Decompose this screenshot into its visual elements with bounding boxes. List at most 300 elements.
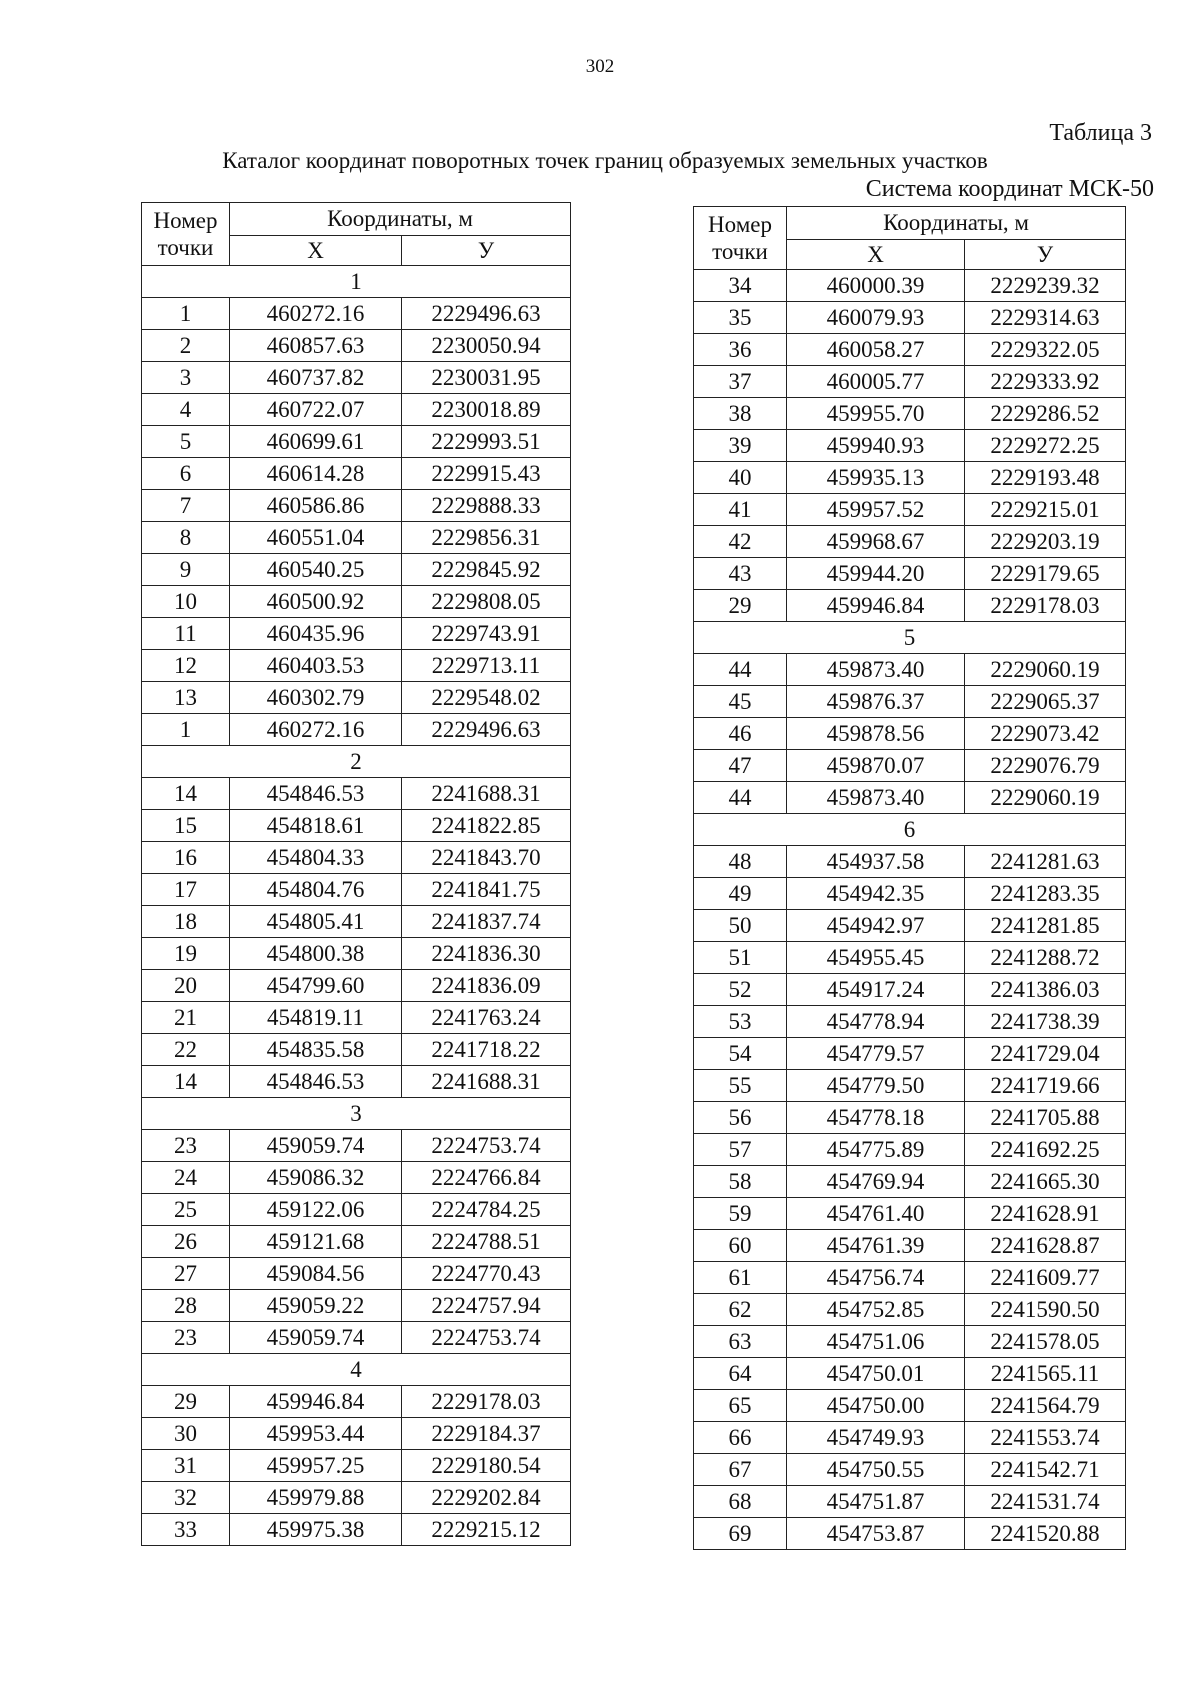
x-coordinate-cell: 460272.16	[230, 298, 402, 330]
y-coordinate-cell: 2229888.33	[402, 490, 571, 522]
table-row	[142, 1482, 571, 1514]
point-number-header-line1: Номер	[153, 208, 218, 233]
y-coordinate-cell: 2229179.65	[965, 558, 1126, 590]
y-coordinate-cell: 2229915.43	[402, 458, 571, 490]
x-coordinate-cell: 454835.58	[230, 1034, 402, 1066]
y-coordinate-cell: 2241705.88	[965, 1102, 1126, 1134]
table-row	[694, 366, 1126, 398]
point-number-cell: 20	[142, 970, 230, 1002]
y-coordinate-cell: 2229076.79	[965, 750, 1126, 782]
table-row	[694, 654, 1126, 686]
y-coordinate-cell: 2241628.87	[965, 1230, 1126, 1262]
y-coordinate-cell: 2229215.01	[965, 494, 1126, 526]
coordinates-header: Координаты, м	[787, 207, 1126, 240]
x-coordinate-cell: 454749.93	[787, 1422, 965, 1454]
table-row	[142, 1002, 571, 1034]
x-coordinate-cell: 454751.06	[787, 1326, 965, 1358]
x-coordinate-cell: 454804.76	[230, 874, 402, 906]
x-header: Х	[787, 240, 965, 270]
x-coordinate-cell: 459873.40	[787, 654, 965, 686]
x-coordinate-cell: 454799.60	[230, 970, 402, 1002]
x-coordinate-cell: 454778.94	[787, 1006, 965, 1038]
x-coordinate-cell: 460699.61	[230, 426, 402, 458]
y-coordinate-cell: 2224757.94	[402, 1290, 571, 1322]
point-number-cell: 37	[694, 366, 787, 398]
point-number-cell: 24	[142, 1162, 230, 1194]
table-row	[142, 842, 571, 874]
table-row	[694, 526, 1126, 558]
table-row	[694, 1230, 1126, 1262]
point-number-cell: 9	[142, 554, 230, 586]
table-row	[694, 270, 1126, 302]
y-coordinate-cell: 2241564.79	[965, 1390, 1126, 1422]
coordinates-header: Координаты, м	[230, 203, 571, 236]
coordinates-table-right	[693, 206, 1126, 1550]
y-coordinate-cell: 2241542.71	[965, 1454, 1126, 1486]
table-row	[142, 906, 571, 938]
table-row	[142, 522, 571, 554]
point-number-cell: 14	[142, 1066, 230, 1098]
x-coordinate-cell: 454750.00	[787, 1390, 965, 1422]
x-coordinate-cell: 459122.06	[230, 1194, 402, 1226]
point-number-cell: 21	[142, 1002, 230, 1034]
y-coordinate-cell: 2229713.11	[402, 650, 571, 682]
y-coordinate-cell: 2229496.63	[402, 298, 571, 330]
point-number-cell: 38	[694, 398, 787, 430]
x-coordinate-cell: 454804.33	[230, 842, 402, 874]
parcel-group-row	[142, 266, 571, 298]
y-coordinate-cell: 2241288.72	[965, 942, 1126, 974]
table-row	[142, 1066, 571, 1098]
y-coordinate-cell: 2229743.91	[402, 618, 571, 650]
y-coordinate-cell: 2241688.31	[402, 1066, 571, 1098]
y-coordinate-cell: 2224766.84	[402, 1162, 571, 1194]
table-row	[694, 462, 1126, 494]
x-coordinate-cell: 459059.22	[230, 1290, 402, 1322]
point-number-cell: 45	[694, 686, 787, 718]
x-coordinate-cell: 454942.97	[787, 910, 965, 942]
table-row	[142, 682, 571, 714]
x-coordinate-cell: 459975.38	[230, 1514, 402, 1546]
point-number-cell: 11	[142, 618, 230, 650]
table-row	[694, 494, 1126, 526]
table-row	[142, 1162, 571, 1194]
table-row	[694, 1070, 1126, 1102]
y-coordinate-cell: 2229060.19	[965, 782, 1126, 814]
x-coordinate-cell: 459059.74	[230, 1130, 402, 1162]
y-coordinate-cell: 2241283.35	[965, 878, 1126, 910]
x-coordinate-cell: 454819.11	[230, 1002, 402, 1034]
point-number-cell: 32	[142, 1482, 230, 1514]
y-coordinate-cell: 2241692.25	[965, 1134, 1126, 1166]
coordinates-table-left	[141, 202, 571, 1546]
table-row	[694, 1198, 1126, 1230]
point-number-header-line1: Номер	[708, 212, 772, 237]
y-coordinate-cell: 2224784.25	[402, 1194, 571, 1226]
x-coordinate-cell: 460737.82	[230, 362, 402, 394]
parcel-number: 1	[142, 266, 571, 298]
x-coordinate-cell: 459870.07	[787, 750, 965, 782]
point-number-cell: 13	[142, 682, 230, 714]
point-number-cell: 19	[142, 938, 230, 970]
table-row	[694, 1326, 1126, 1358]
y-coordinate-cell: 2229180.54	[402, 1450, 571, 1482]
x-coordinate-cell: 460005.77	[787, 366, 965, 398]
point-number-cell: 33	[142, 1514, 230, 1546]
table-row	[694, 910, 1126, 942]
table-row	[694, 1390, 1126, 1422]
table-row	[694, 878, 1126, 910]
table-row	[694, 590, 1126, 622]
point-number-cell: 57	[694, 1134, 787, 1166]
point-number-cell: 34	[694, 270, 787, 302]
point-number-cell: 25	[142, 1194, 230, 1226]
y-coordinate-cell: 2241837.74	[402, 906, 571, 938]
y-header: У	[965, 240, 1126, 270]
table-row	[694, 398, 1126, 430]
parcel-number: 6	[694, 814, 1126, 846]
parcel-number: 2	[142, 746, 571, 778]
point-number-cell: 31	[142, 1450, 230, 1482]
y-coordinate-cell: 2241836.30	[402, 938, 571, 970]
x-coordinate-cell: 460586.86	[230, 490, 402, 522]
x-coordinate-cell: 459059.74	[230, 1322, 402, 1354]
table-row	[694, 1134, 1126, 1166]
table-row	[694, 334, 1126, 366]
y-coordinate-cell: 2241843.70	[402, 842, 571, 874]
table-row	[142, 426, 571, 458]
x-coordinate-cell: 460435.96	[230, 618, 402, 650]
point-number-cell: 40	[694, 462, 787, 494]
table-row	[694, 750, 1126, 782]
point-number-cell: 59	[694, 1198, 787, 1230]
x-coordinate-cell: 454917.24	[787, 974, 965, 1006]
table-row	[142, 618, 571, 650]
point-number-header	[694, 207, 787, 270]
table-label: Таблица 3	[1049, 120, 1152, 146]
y-coordinate-cell: 2229178.03	[965, 590, 1126, 622]
parcel-group-row	[694, 814, 1126, 846]
table-row	[142, 938, 571, 970]
y-coordinate-cell: 2229993.51	[402, 426, 571, 458]
x-coordinate-cell: 454955.45	[787, 942, 965, 974]
table-row	[142, 394, 571, 426]
y-coordinate-cell: 2229856.31	[402, 522, 571, 554]
y-coordinate-cell: 2230050.94	[402, 330, 571, 362]
point-number-cell: 27	[142, 1258, 230, 1290]
point-number-cell: 1	[142, 298, 230, 330]
table-row	[694, 1294, 1126, 1326]
point-number-cell: 67	[694, 1454, 787, 1486]
y-coordinate-cell: 2229496.63	[402, 714, 571, 746]
point-number-cell: 6	[142, 458, 230, 490]
x-coordinate-cell: 460722.07	[230, 394, 402, 426]
table-row	[694, 782, 1126, 814]
y-coordinate-cell: 2241609.77	[965, 1262, 1126, 1294]
point-number-cell: 18	[142, 906, 230, 938]
x-coordinate-cell: 459086.32	[230, 1162, 402, 1194]
y-coordinate-cell: 2241628.91	[965, 1198, 1126, 1230]
x-coordinate-cell: 459957.52	[787, 494, 965, 526]
point-number-cell: 55	[694, 1070, 787, 1102]
table-row	[142, 874, 571, 906]
table-caption: Каталог координат поворотных точек границ образуемых земельных участков	[222, 148, 988, 173]
y-coordinate-cell: 2229322.05	[965, 334, 1126, 366]
point-number-cell: 1	[142, 714, 230, 746]
table-row	[694, 686, 1126, 718]
point-number-cell: 62	[694, 1294, 787, 1326]
x-coordinate-cell: 459957.25	[230, 1450, 402, 1482]
table-row	[142, 1418, 571, 1450]
table-row	[142, 1514, 571, 1546]
point-number-cell: 15	[142, 810, 230, 842]
x-coordinate-cell: 460302.79	[230, 682, 402, 714]
y-coordinate-cell: 2241665.30	[965, 1166, 1126, 1198]
point-number-cell: 44	[694, 782, 787, 814]
point-number-cell: 7	[142, 490, 230, 522]
point-number-cell: 50	[694, 910, 787, 942]
x-coordinate-cell: 454775.89	[787, 1134, 965, 1166]
x-coordinate-cell: 454805.41	[230, 906, 402, 938]
coordinate-system-label: Система координат МСК-50	[865, 176, 1154, 202]
y-coordinate-cell: 2241822.85	[402, 810, 571, 842]
x-coordinate-cell: 459953.44	[230, 1418, 402, 1450]
x-coordinate-cell: 454937.58	[787, 846, 965, 878]
point-number-cell: 16	[142, 842, 230, 874]
point-number-cell: 23	[142, 1322, 230, 1354]
point-number-cell: 65	[694, 1390, 787, 1422]
x-coordinate-cell: 459944.20	[787, 558, 965, 590]
point-number-cell: 10	[142, 586, 230, 618]
y-coordinate-cell: 2241738.39	[965, 1006, 1126, 1038]
table-row	[694, 302, 1126, 334]
table-row	[142, 1450, 571, 1482]
parcel-number: 5	[694, 622, 1126, 654]
table-row	[142, 586, 571, 618]
table-row	[694, 974, 1126, 1006]
point-number-cell: 61	[694, 1262, 787, 1294]
x-coordinate-cell: 460540.25	[230, 554, 402, 586]
y-coordinate-cell: 2241565.11	[965, 1358, 1126, 1390]
y-coordinate-cell: 2241281.85	[965, 910, 1126, 942]
x-coordinate-cell: 459084.56	[230, 1258, 402, 1290]
x-coordinate-cell: 459876.37	[787, 686, 965, 718]
point-number-cell: 17	[142, 874, 230, 906]
y-coordinate-cell: 2241281.63	[965, 846, 1126, 878]
y-coordinate-cell: 2229065.37	[965, 686, 1126, 718]
x-coordinate-cell: 459955.70	[787, 398, 965, 430]
x-coordinate-cell: 454750.01	[787, 1358, 965, 1390]
table-row	[694, 1038, 1126, 1070]
y-coordinate-cell: 2241531.74	[965, 1486, 1126, 1518]
x-coordinate-cell: 459979.88	[230, 1482, 402, 1514]
x-coordinate-cell: 460500.92	[230, 586, 402, 618]
table-row	[142, 1258, 571, 1290]
point-number-cell: 30	[142, 1418, 230, 1450]
y-coordinate-cell: 2229202.84	[402, 1482, 571, 1514]
table-row	[694, 1102, 1126, 1134]
point-number-cell: 63	[694, 1326, 787, 1358]
table-row	[694, 1518, 1126, 1550]
point-number-cell: 4	[142, 394, 230, 426]
table-row	[694, 942, 1126, 974]
parcel-group-row	[142, 1354, 571, 1386]
y-coordinate-cell: 2229239.32	[965, 270, 1126, 302]
y-coordinate-cell: 2241836.09	[402, 970, 571, 1002]
table-row	[142, 1322, 571, 1354]
y-coordinate-cell: 2224788.51	[402, 1226, 571, 1258]
y-coordinate-cell: 2229060.19	[965, 654, 1126, 686]
parcel-number: 4	[142, 1354, 571, 1386]
point-number-cell: 48	[694, 846, 787, 878]
x-coordinate-cell: 454779.57	[787, 1038, 965, 1070]
table-row	[142, 1194, 571, 1226]
x-coordinate-cell: 454753.87	[787, 1518, 965, 1550]
point-number-cell: 36	[694, 334, 787, 366]
x-coordinate-cell: 454751.87	[787, 1486, 965, 1518]
point-number-cell: 39	[694, 430, 787, 462]
y-coordinate-cell: 2229286.52	[965, 398, 1126, 430]
point-number-header-line2: точки	[712, 239, 768, 264]
y-coordinate-cell: 2229203.19	[965, 526, 1126, 558]
x-coordinate-cell: 454779.50	[787, 1070, 965, 1102]
table-row	[694, 1262, 1126, 1294]
point-number-cell: 51	[694, 942, 787, 974]
point-number-cell: 43	[694, 558, 787, 590]
x-coordinate-cell: 454756.74	[787, 1262, 965, 1294]
x-coordinate-cell: 454942.35	[787, 878, 965, 910]
y-coordinate-cell: 2241763.24	[402, 1002, 571, 1034]
point-number-cell: 26	[142, 1226, 230, 1258]
table-row	[142, 970, 571, 1002]
x-coordinate-cell: 454800.38	[230, 938, 402, 970]
y-coordinate-cell: 2241688.31	[402, 778, 571, 810]
y-coordinate-cell: 2241386.03	[965, 974, 1126, 1006]
x-coordinate-cell: 459873.40	[787, 782, 965, 814]
table-row	[694, 1358, 1126, 1390]
table-row	[142, 1290, 571, 1322]
x-coordinate-cell: 454818.61	[230, 810, 402, 842]
point-number-cell: 66	[694, 1422, 787, 1454]
x-coordinate-cell: 459935.13	[787, 462, 965, 494]
table-row	[142, 778, 571, 810]
point-number-cell: 14	[142, 778, 230, 810]
y-coordinate-cell: 2229193.48	[965, 462, 1126, 494]
table-row	[142, 362, 571, 394]
table-row	[694, 1454, 1126, 1486]
y-coordinate-cell: 2241719.66	[965, 1070, 1126, 1102]
x-coordinate-cell: 459940.93	[787, 430, 965, 462]
parcel-group-row	[142, 746, 571, 778]
point-number-cell: 47	[694, 750, 787, 782]
point-number-cell: 42	[694, 526, 787, 558]
point-number-cell: 60	[694, 1230, 787, 1262]
y-coordinate-cell: 2241578.05	[965, 1326, 1126, 1358]
point-number-cell: 56	[694, 1102, 787, 1134]
x-coordinate-cell: 454761.39	[787, 1230, 965, 1262]
point-number-cell: 49	[694, 878, 787, 910]
point-number-cell: 22	[142, 1034, 230, 1066]
point-number-cell: 29	[142, 1386, 230, 1418]
x-coordinate-cell: 460857.63	[230, 330, 402, 362]
point-number-cell: 53	[694, 1006, 787, 1038]
point-number-cell: 52	[694, 974, 787, 1006]
y-coordinate-cell: 2229184.37	[402, 1418, 571, 1450]
table-row	[142, 1226, 571, 1258]
y-coordinate-cell: 2241841.75	[402, 874, 571, 906]
table-row	[694, 718, 1126, 750]
y-coordinate-cell: 2224770.43	[402, 1258, 571, 1290]
x-coordinate-cell: 454761.40	[787, 1198, 965, 1230]
table-row	[142, 714, 571, 746]
x-coordinate-cell: 454752.85	[787, 1294, 965, 1326]
table-row	[694, 1166, 1126, 1198]
point-number-cell: 54	[694, 1038, 787, 1070]
x-coordinate-cell: 460272.16	[230, 714, 402, 746]
parcel-group-row	[142, 1098, 571, 1130]
point-number-cell: 64	[694, 1358, 787, 1390]
point-number-cell: 2	[142, 330, 230, 362]
point-number-cell: 28	[142, 1290, 230, 1322]
x-coordinate-cell: 460614.28	[230, 458, 402, 490]
y-coordinate-cell: 2241590.50	[965, 1294, 1126, 1326]
parcel-group-row	[694, 622, 1126, 654]
y-coordinate-cell: 2230018.89	[402, 394, 571, 426]
x-coordinate-cell: 460000.39	[787, 270, 965, 302]
point-number-cell: 41	[694, 494, 787, 526]
table-row	[142, 490, 571, 522]
table-row	[694, 558, 1126, 590]
table-row	[142, 458, 571, 490]
point-number-cell: 8	[142, 522, 230, 554]
table-row	[694, 1006, 1126, 1038]
table-row	[142, 330, 571, 362]
table-row	[142, 298, 571, 330]
table-row	[694, 846, 1126, 878]
x-coordinate-cell: 459121.68	[230, 1226, 402, 1258]
x-coordinate-cell: 460551.04	[230, 522, 402, 554]
parcel-number: 3	[142, 1098, 571, 1130]
point-number-cell: 69	[694, 1518, 787, 1550]
table-row	[142, 554, 571, 586]
point-number-cell: 12	[142, 650, 230, 682]
y-header: У	[402, 236, 571, 266]
table-row	[142, 1034, 571, 1066]
x-coordinate-cell: 454846.53	[230, 778, 402, 810]
table-row	[694, 1486, 1126, 1518]
point-number-cell: 35	[694, 302, 787, 334]
x-coordinate-cell: 459946.84	[230, 1386, 402, 1418]
x-coordinate-cell: 454846.53	[230, 1066, 402, 1098]
y-coordinate-cell: 2241729.04	[965, 1038, 1126, 1070]
y-coordinate-cell: 2229808.05	[402, 586, 571, 618]
point-number-header	[142, 203, 230, 266]
y-coordinate-cell: 2229314.63	[965, 302, 1126, 334]
y-coordinate-cell: 2230031.95	[402, 362, 571, 394]
y-coordinate-cell: 2229548.02	[402, 682, 571, 714]
point-number-cell: 23	[142, 1130, 230, 1162]
x-coordinate-cell: 459968.67	[787, 526, 965, 558]
y-coordinate-cell: 2229845.92	[402, 554, 571, 586]
point-number-header-line2: точки	[157, 235, 214, 260]
table-row	[142, 810, 571, 842]
table-row	[142, 1386, 571, 1418]
point-number-cell: 29	[694, 590, 787, 622]
point-number-cell: 44	[694, 654, 787, 686]
y-coordinate-cell: 2241718.22	[402, 1034, 571, 1066]
y-coordinate-cell: 2224753.74	[402, 1130, 571, 1162]
y-coordinate-cell: 2229215.12	[402, 1514, 571, 1546]
